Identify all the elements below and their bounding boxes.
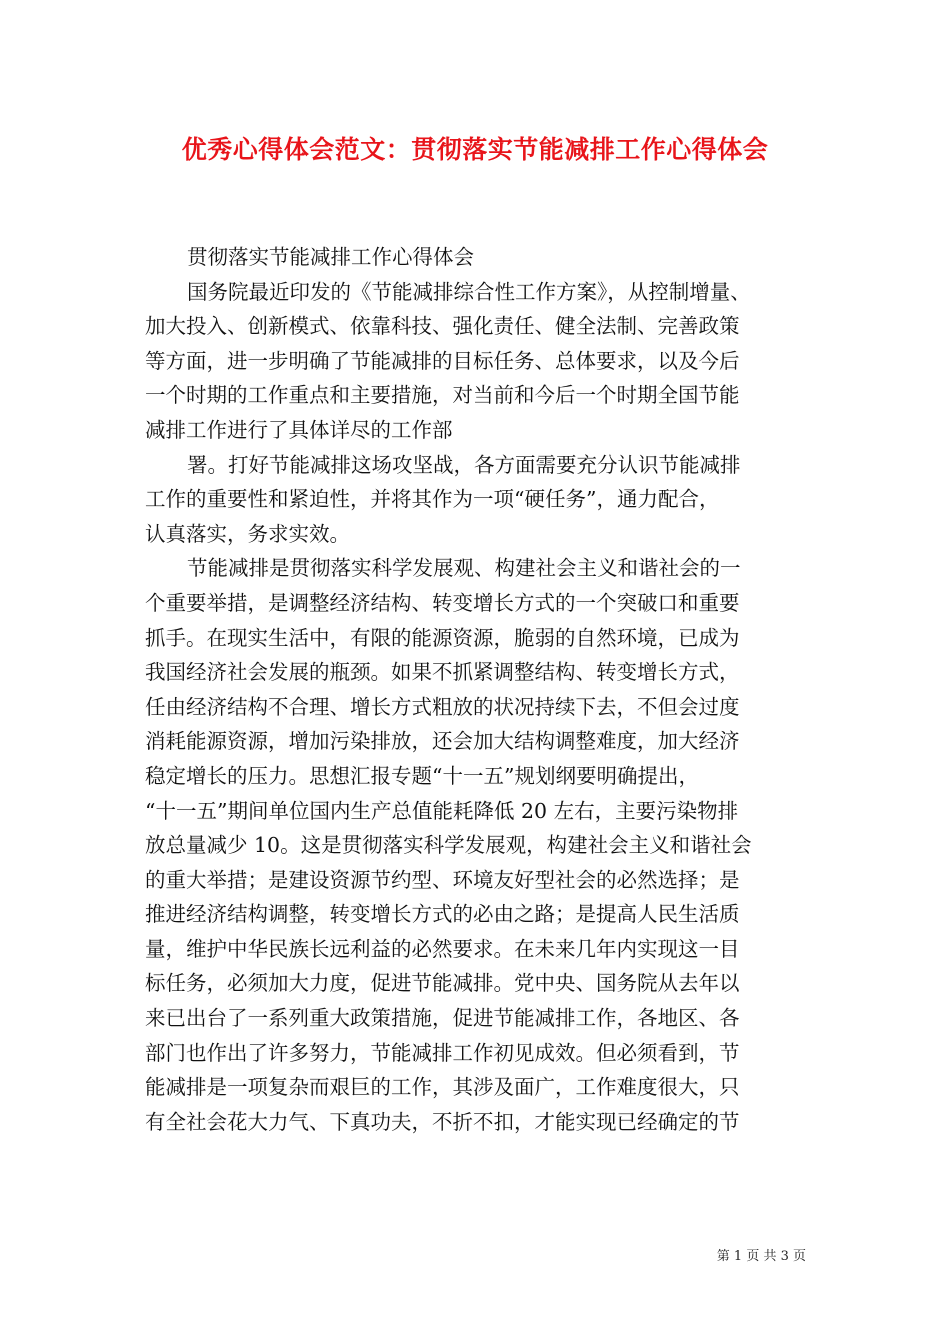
text-line: 量，维护中华民族长远利益的必然要求。在未来几年内实现这一目 (145, 936, 740, 961)
text-line: 的重大举措；是建设资源节约型、环境友好型社会的必然选择；是 (145, 867, 740, 892)
text-line: 贯彻落实节能减排工作心得体会 (187, 245, 474, 269)
text-line: 推进经济结构调整，转变增长方式的必由之路；是提高人民生活质 (145, 902, 740, 927)
text-line: 加大投入、创新模式、依靠科技、强化责任、健全法制、完善政策 (145, 314, 740, 339)
text-line: 减排工作进行了具体详尽的工作部 (145, 417, 453, 442)
text-line: 来已出台了一系列重大政策措施，促进节能减排工作，各地区、各 (145, 1006, 740, 1031)
text-line: 消耗能源资源，增加污染排放，还会加大结构调整难度，加大经济 (145, 729, 740, 754)
text-line: “十一五”期间单位国内生产总值能耗降低 20 左右，主要污染物排 (145, 798, 739, 823)
text-line: 放总量减少 10。这是贯彻落实科学发展观，构建社会主义和谐社会 (145, 833, 752, 858)
text-line: 稳定增长的压力。思想汇报专题“十一五”规划纲要明确提出， (145, 763, 699, 788)
text-line: 国务院最近印发的《节能减排综合性工作方案》，从控制增量、 (187, 279, 751, 304)
text-line: 等方面，进一步明确了节能减排的目标任务、总体要求，以及今后 (145, 348, 740, 373)
text-line: 抓手。在现实生活中，有限的能源资源，脆弱的自然环境，已成为 (145, 625, 740, 650)
text-line: 节能减排是贯彻落实科学发展观、构建社会主义和谐社会的一 (187, 556, 741, 581)
text-line: 一个时期的工作重点和主要措施，对当前和今后一个时期全国节能 (145, 383, 740, 408)
document-body (145, 240, 809, 1139)
text-line: 署。打好节能减排这场攻坚战，各方面需要充分认识节能减排 (187, 452, 741, 477)
text-line: 部门也作出了许多努力，节能减排工作初见成效。但必须看到，节 (145, 1040, 740, 1065)
text-line: 个重要举措，是调整经济结构、转变增长方式的一个突破口和重要 (145, 590, 740, 615)
text-line: 我国经济社会发展的瓶颈。如果不抓紧调整结构、转变增长方式， (145, 660, 740, 685)
document-title: 优秀心得体会范文：贯彻落实节能减排工作心得体会 (181, 135, 769, 164)
text-line: 认真落实，务求实效。 (145, 521, 350, 546)
text-line: 有全社会花大力气、下真功夫，不折不扣，才能实现已经确定的节 (145, 1109, 740, 1134)
page-number: 第 1 页 共 3 页 (716, 1249, 806, 1264)
text-line: 任由经济结构不合理、增长方式粗放的状况持续下去，不但会过度 (145, 694, 740, 719)
text-line: 能减排是一项复杂而艰巨的工作，其涉及面广，工作难度很大，只 (145, 1075, 740, 1100)
text-line: 工作的重要性和紧迫性，并将其作为一项“硬任务”，通力配合， (145, 487, 720, 512)
text-line: 标任务，必须加大力度，促进节能减排。党中央、国务院从去年以 (145, 971, 740, 996)
